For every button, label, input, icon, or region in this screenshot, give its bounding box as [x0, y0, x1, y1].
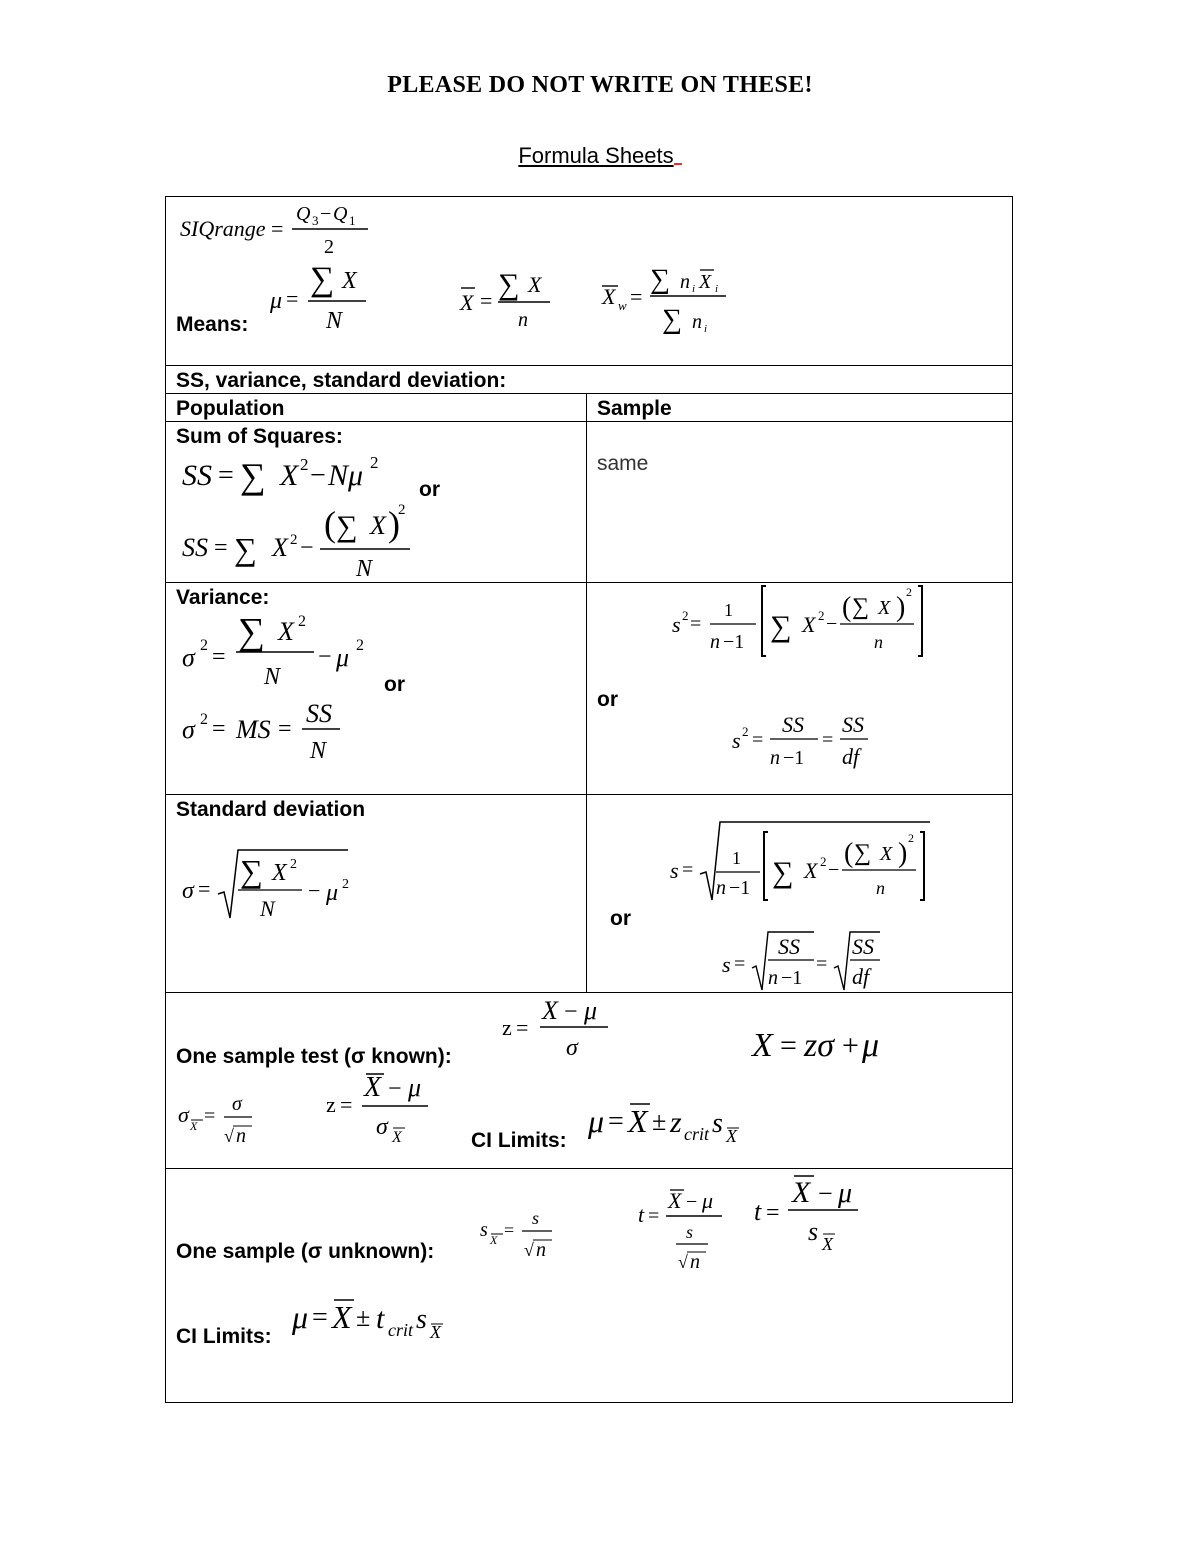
svg-text:crit: crit	[684, 1124, 709, 1144]
svg-text:s: s	[672, 612, 681, 637]
svg-text:t: t	[638, 1202, 645, 1227]
svg-text:∑: ∑	[240, 456, 266, 496]
standard-deviation-label: Standard deviation	[176, 798, 366, 821]
svg-text:σ: σ	[182, 715, 195, 744]
svg-text:1: 1	[732, 848, 741, 868]
row-divider-ss-header	[165, 393, 1013, 394]
svg-text:n: n	[876, 878, 885, 898]
svg-text:X: X	[342, 268, 357, 294]
svg-text:X: X	[822, 1234, 833, 1254]
svg-text:2: 2	[290, 532, 298, 548]
svg-text:=: =	[312, 1302, 328, 1333]
svg-text:μ: μ	[838, 1178, 853, 1209]
svg-text:n: n	[236, 1125, 246, 1147]
svg-text:2: 2	[820, 854, 827, 869]
svg-text:σ: σ	[182, 643, 195, 672]
svg-text:=: =	[690, 613, 702, 635]
svg-text:=: =	[504, 1220, 515, 1240]
svg-text:σ: σ	[178, 1102, 189, 1127]
svg-text:=: =	[816, 953, 828, 975]
svg-text:σ: σ	[376, 1114, 388, 1140]
one-sample-unknown-label: One sample (σ unknown):	[176, 1240, 435, 1263]
variance-label: Variance:	[176, 586, 270, 609]
page-title: PLEASE DO NOT WRITE ON THESE!	[387, 72, 813, 98]
svg-text:X: X	[528, 272, 542, 297]
svg-text:−: −	[818, 1179, 833, 1208]
svg-text:±: ±	[356, 1303, 371, 1332]
svg-text:−: −	[320, 203, 332, 225]
svg-text:X: X	[278, 617, 294, 646]
svg-text:n: n	[692, 311, 702, 333]
svg-text:−1: −1	[729, 877, 751, 899]
svg-text:N: N	[356, 556, 373, 582]
ci-limits-known-label: CI Limits:	[471, 1129, 567, 1152]
svg-text:μ: μ	[588, 1103, 605, 1139]
table-top-border	[165, 196, 1013, 197]
svg-text:μ: μ	[326, 880, 339, 906]
svg-text:N: N	[310, 738, 327, 764]
raw-score-formula	[750, 1022, 900, 1066]
svg-text:μ: μ	[270, 288, 283, 314]
svg-text:s: s	[480, 1219, 488, 1241]
svg-text:X: X	[880, 843, 893, 865]
svg-text:μ: μ	[408, 1073, 422, 1102]
svg-text:2: 2	[742, 724, 749, 739]
svg-text:X: X	[699, 271, 712, 293]
svg-text:z: z	[502, 1015, 512, 1040]
sample-column-header: Sample	[597, 397, 672, 420]
svg-text:=: =	[648, 1205, 660, 1227]
svg-text:X: X	[370, 511, 386, 540]
svg-text:X: X	[602, 284, 616, 309]
svg-text:SIQrange: SIQrange	[180, 216, 266, 241]
sample-standard-error-formula	[478, 1206, 568, 1266]
ci-limits-t-formula	[290, 1294, 460, 1344]
svg-text:n: n	[690, 1251, 700, 1273]
subtitle-text: Formula Sheets	[518, 143, 674, 168]
svg-text:−1: −1	[783, 747, 805, 769]
svg-text:=: =	[752, 729, 764, 751]
svg-text:∑: ∑	[498, 268, 520, 301]
sample-sd-or: or	[610, 907, 631, 930]
svg-text:n: n	[716, 877, 726, 899]
svg-text:√: √	[678, 1252, 688, 1272]
population-mean-formula	[268, 256, 378, 336]
svg-text:X: X	[364, 1072, 382, 1103]
svg-text:1: 1	[724, 600, 733, 620]
svg-text:√: √	[224, 1126, 234, 1146]
svg-text:X: X	[272, 533, 288, 562]
sample-variance-ss-formula	[730, 712, 880, 772]
svg-text:X: X	[542, 996, 558, 1025]
svg-text:μ: μ	[584, 996, 598, 1025]
sample-variance-computational-formula	[670, 582, 940, 662]
svg-text:X: X	[190, 1119, 198, 1133]
svg-text:Q: Q	[333, 203, 348, 225]
svg-text:=: =	[630, 284, 643, 309]
svg-text:X: X	[460, 290, 474, 315]
svg-text:+: +	[842, 1029, 859, 1062]
svg-text:σ: σ	[182, 878, 194, 904]
svg-text:−1: −1	[781, 967, 803, 989]
subtitle-underline-mark	[674, 143, 682, 165]
svg-text:X: X	[628, 1103, 648, 1139]
svg-text:2: 2	[324, 236, 334, 258]
svg-text:−: −	[310, 460, 326, 491]
svg-text:−: −	[388, 1076, 402, 1102]
svg-text:n: n	[710, 631, 720, 653]
svg-text:2: 2	[298, 613, 306, 630]
sum-of-squares-label: Sum of Squares:	[176, 425, 343, 448]
svg-text:s: s	[416, 1304, 427, 1335]
svg-text:∑: ∑	[650, 264, 670, 295]
svg-text:∑: ∑	[240, 853, 263, 889]
svg-text:X: X	[878, 597, 891, 619]
svg-text:=: =	[682, 859, 694, 881]
svg-text:=: =	[214, 535, 228, 561]
svg-text:X: X	[802, 612, 816, 637]
svg-text:X: X	[804, 858, 818, 883]
svg-text:2: 2	[342, 877, 349, 892]
svg-text:s: s	[732, 728, 741, 753]
svg-text:=: =	[198, 876, 211, 901]
svg-text:n: n	[518, 309, 528, 331]
svg-text:2: 2	[356, 637, 364, 654]
svg-text:zσ: zσ	[804, 1027, 834, 1064]
svg-text:s: s	[686, 1222, 694, 1242]
svg-text:i: i	[692, 283, 696, 295]
svg-text:μ: μ	[292, 1299, 309, 1335]
svg-text:SS: SS	[182, 533, 208, 562]
svg-text:=: =	[212, 644, 226, 670]
svg-text:n: n	[874, 632, 883, 652]
column-divider	[586, 393, 587, 993]
svg-text:SS: SS	[778, 934, 800, 959]
svg-text:μ: μ	[336, 643, 350, 672]
svg-text:=: =	[340, 1092, 353, 1117]
svg-text:2: 2	[290, 857, 297, 872]
svg-text:): )	[896, 592, 906, 623]
svg-text:=: =	[780, 1029, 797, 1062]
svg-text:∑: ∑	[854, 840, 872, 866]
svg-text:X: X	[332, 1299, 352, 1335]
svg-text:=: =	[766, 1200, 780, 1226]
svg-text:2: 2	[370, 453, 379, 472]
svg-text:MS: MS	[236, 715, 271, 744]
svg-text:(: (	[842, 592, 852, 623]
t-formula-expanded	[636, 1184, 736, 1276]
svg-text:2: 2	[906, 585, 912, 599]
ci-limits-unknown-label: CI Limits:	[176, 1325, 272, 1348]
svg-text:s: s	[722, 952, 731, 977]
svg-text:√: √	[524, 1240, 534, 1260]
svg-text:df: df	[852, 964, 870, 989]
sample-mean-formula	[458, 266, 558, 336]
svg-text:s: s	[532, 1208, 540, 1228]
svg-text:X: X	[430, 1322, 441, 1342]
svg-text:n: n	[768, 967, 778, 989]
svg-text:−: −	[318, 644, 332, 670]
svg-text:X: X	[392, 1129, 402, 1146]
svg-text:SS: SS	[182, 459, 212, 492]
svg-text:1: 1	[349, 213, 356, 228]
svg-text:−: −	[686, 1191, 698, 1213]
svg-text:Q: Q	[296, 203, 311, 225]
svg-text:2: 2	[398, 502, 406, 518]
svg-text:(: (	[844, 838, 854, 869]
sample-sd-computational-formula	[668, 818, 938, 904]
svg-text:i: i	[715, 283, 719, 295]
table-right-border	[1012, 196, 1013, 1403]
svg-text:n: n	[536, 1239, 546, 1261]
z-test-formula	[324, 1070, 434, 1150]
svg-text:=: =	[278, 716, 292, 742]
svg-text:z: z	[326, 1092, 336, 1117]
population-sd-formula	[180, 846, 370, 926]
svg-text:SS: SS	[782, 712, 804, 737]
sample-variance-or: or	[597, 688, 618, 711]
t-formula	[752, 1168, 862, 1264]
svg-text:N: N	[264, 664, 281, 690]
svg-text:n: n	[680, 271, 690, 293]
svg-text:SS: SS	[852, 934, 874, 959]
ss-or: or	[419, 478, 440, 501]
svg-text:−: −	[564, 999, 578, 1025]
svg-text:±: ±	[652, 1107, 667, 1136]
svg-text:μ: μ	[702, 1188, 714, 1213]
svg-text:−: −	[828, 859, 840, 881]
svg-text:∑: ∑	[238, 611, 266, 653]
row-divider-stddev	[165, 992, 1013, 993]
svg-text:σ: σ	[232, 1093, 242, 1115]
svg-text:∑: ∑	[336, 510, 358, 543]
svg-text:X: X	[752, 1027, 773, 1064]
svg-text:−: −	[300, 535, 314, 561]
row-divider-variance	[165, 794, 1013, 795]
svg-text:SS: SS	[306, 699, 332, 728]
population-column-header: Population	[176, 397, 285, 420]
table-left-border	[165, 196, 166, 1403]
svg-text:=: =	[204, 1105, 216, 1127]
svg-text:3: 3	[312, 213, 319, 228]
svg-text:2: 2	[908, 831, 914, 845]
svg-text:crit: crit	[388, 1320, 413, 1340]
svg-text:2: 2	[200, 637, 208, 654]
siqrange-formula	[178, 198, 378, 258]
svg-text:s: s	[670, 858, 679, 883]
ci-limits-z-formula	[586, 1098, 756, 1148]
ss-formula-computational	[180, 448, 410, 498]
svg-text:∑: ∑	[852, 594, 870, 620]
svg-text:N: N	[260, 896, 275, 921]
svg-text:2: 2	[200, 711, 208, 728]
svg-text:2: 2	[300, 455, 309, 474]
svg-text:X: X	[726, 1126, 737, 1146]
svg-text:X: X	[272, 860, 287, 886]
svg-text:N: N	[326, 308, 343, 334]
svg-text:w: w	[618, 298, 627, 313]
svg-text:−: −	[826, 613, 838, 635]
svg-text:X: X	[490, 1233, 498, 1247]
svg-text:2: 2	[682, 608, 689, 623]
one-sample-known-label: One sample test (σ known):	[176, 1045, 452, 1068]
svg-text:X: X	[280, 459, 299, 492]
svg-text:σ: σ	[566, 1035, 578, 1061]
z-score-formula	[500, 995, 620, 1059]
svg-text:=: =	[271, 216, 284, 241]
svg-text:df: df	[842, 744, 860, 769]
svg-text:(: (	[324, 504, 336, 544]
page-subtitle	[0, 143, 1200, 169]
means-label: Means:	[176, 313, 249, 336]
svg-text:μ: μ	[862, 1027, 880, 1064]
ss-section-header: SS, variance, standard deviation:	[176, 369, 507, 392]
svg-text:∑: ∑	[772, 856, 794, 889]
standard-error-formula	[176, 1090, 266, 1150]
ss-sample-same-text: same	[597, 452, 649, 475]
population-variance-formula	[180, 604, 380, 692]
svg-text:2: 2	[818, 608, 825, 623]
svg-text:=: =	[218, 460, 234, 491]
svg-text:t: t	[376, 1302, 385, 1335]
svg-text:−: −	[308, 878, 321, 903]
svg-text:z: z	[670, 1106, 682, 1139]
svg-text:X: X	[792, 1176, 811, 1209]
weighted-mean-formula	[600, 258, 740, 338]
population-variance-or: or	[384, 673, 405, 696]
population-variance-ms-formula	[180, 698, 360, 768]
svg-text:n: n	[770, 747, 780, 769]
svg-text:∑: ∑	[662, 304, 682, 335]
svg-text:s: s	[808, 1217, 819, 1246]
svg-text:=: =	[516, 1015, 529, 1040]
svg-text:=: =	[734, 953, 746, 975]
svg-text:=: =	[608, 1106, 624, 1137]
svg-text:X: X	[668, 1188, 682, 1213]
table-bottom-border	[165, 1402, 1013, 1403]
svg-text:∑: ∑	[234, 531, 257, 567]
svg-text:∑: ∑	[770, 610, 792, 643]
row-divider-columns	[165, 421, 1013, 422]
row-divider-known	[165, 1168, 1013, 1169]
svg-text:Nμ: Nμ	[328, 459, 364, 492]
row-divider-means	[165, 365, 1013, 366]
sample-sd-ss-formula	[720, 928, 890, 992]
svg-text:−1: −1	[723, 631, 745, 653]
ss-formula-definitional	[180, 500, 420, 582]
svg-text:∑: ∑	[310, 261, 335, 298]
svg-text:s: s	[712, 1108, 723, 1139]
svg-text:=: =	[286, 286, 299, 311]
svg-text:): )	[898, 838, 908, 869]
svg-text:=: =	[212, 716, 226, 742]
svg-text:): )	[388, 504, 400, 544]
svg-text:=: =	[480, 288, 493, 313]
svg-text:SS: SS	[842, 712, 864, 737]
svg-text:=: =	[822, 729, 834, 751]
svg-text:i: i	[704, 323, 708, 335]
svg-text:t: t	[754, 1197, 762, 1226]
